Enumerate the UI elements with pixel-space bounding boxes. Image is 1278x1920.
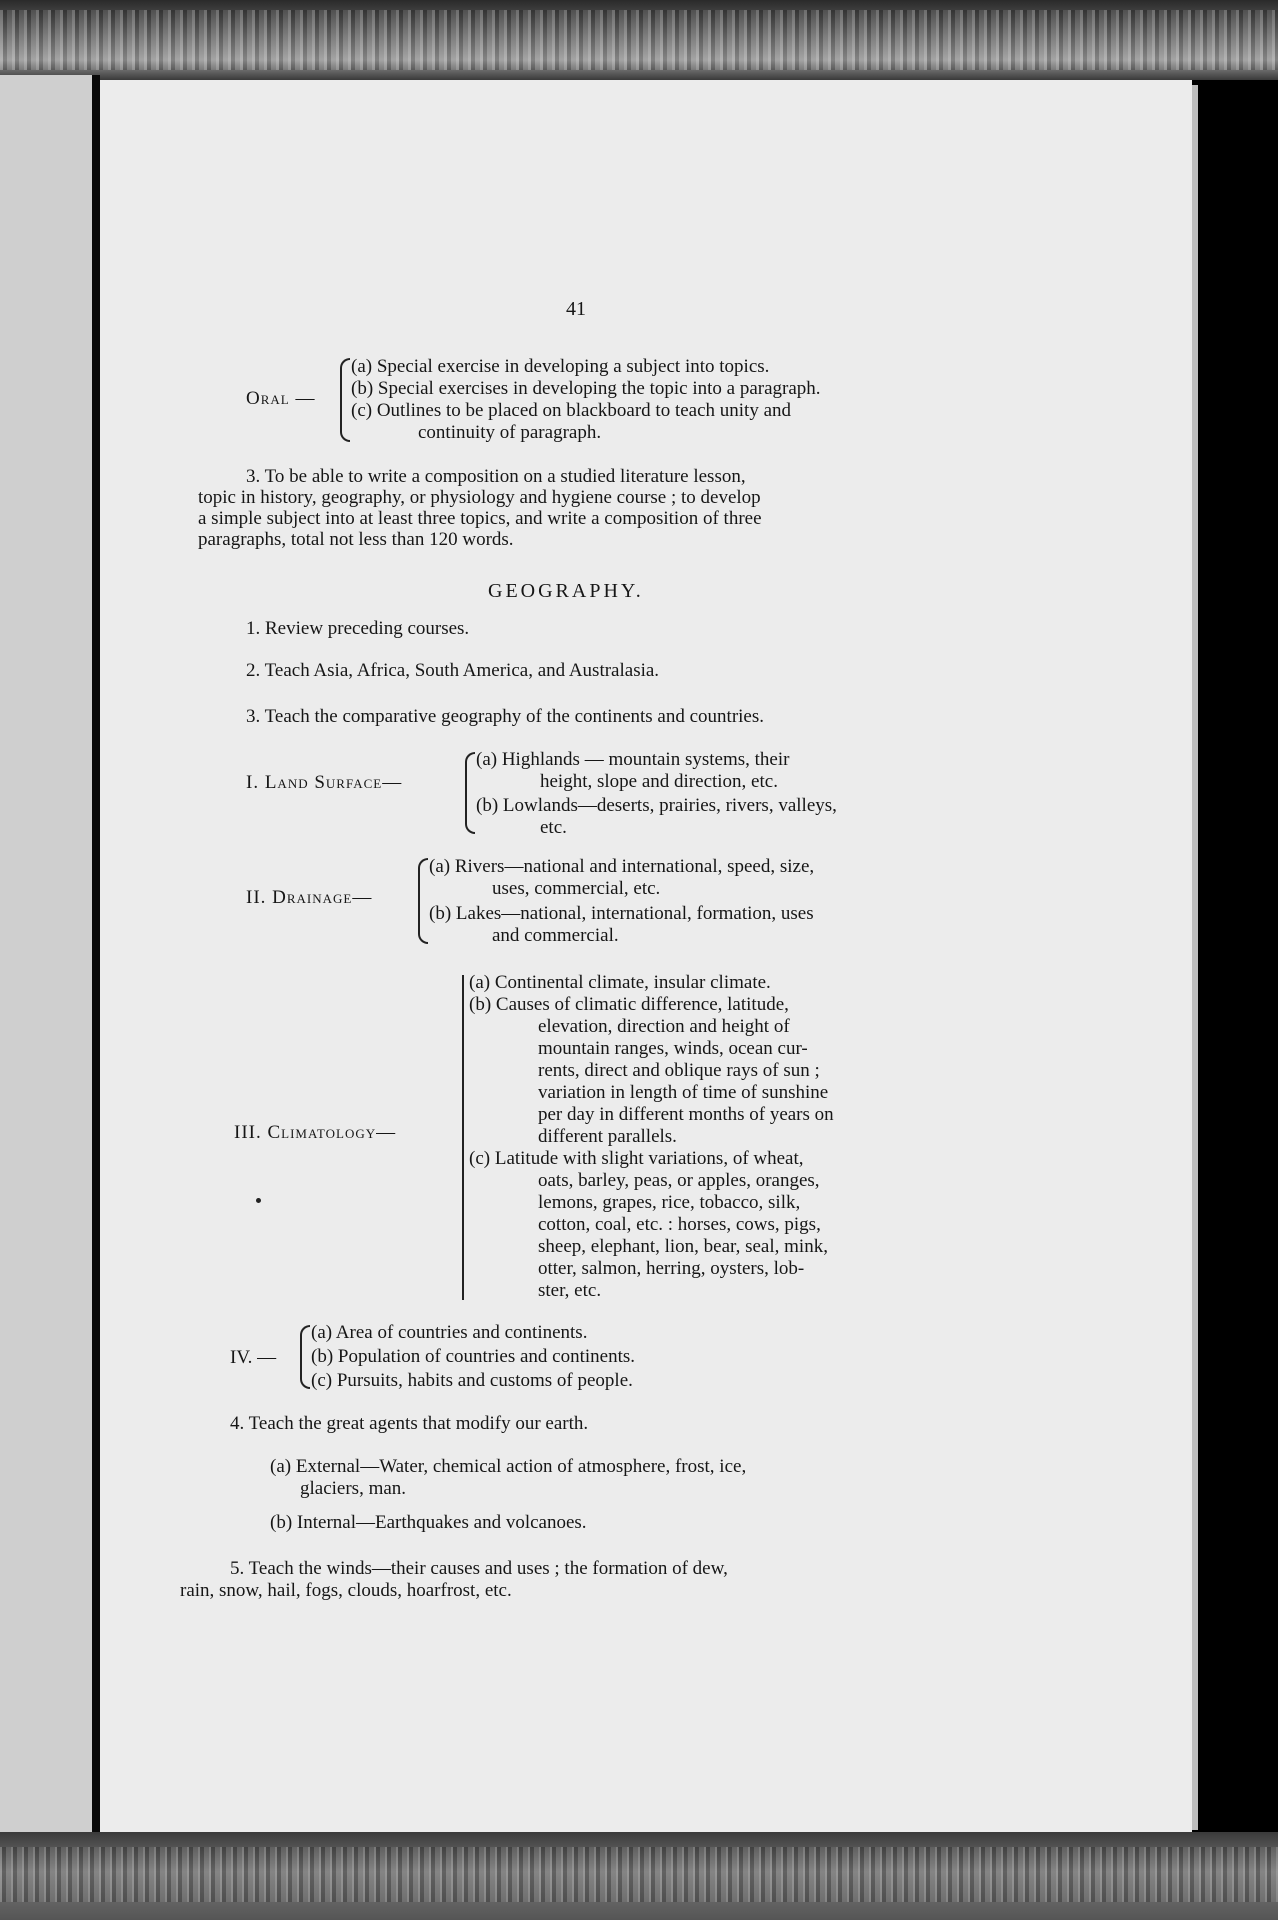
climatology-line-7: per day in different months of years on: [538, 1104, 834, 1125]
para3-line-1: 3. To be able to write a composition on a studied literature lesson,: [246, 466, 746, 487]
climatology-line-4: mountain ranges, winds, ocean cur-: [538, 1038, 808, 1059]
land-surface-brace: [465, 752, 475, 834]
climatology-line-3: elevation, direction and height of: [538, 1016, 790, 1037]
land-surface-line-4: etc.: [540, 817, 567, 838]
scan-bottom-border: [0, 1832, 1278, 1920]
iv-line-1: (a) Area of countries and continents.: [311, 1322, 588, 1343]
oral-item-c: (c) Outlines to be placed on blackboard to teach unity and: [351, 400, 792, 421]
item4-external-2: glaciers, man.: [300, 1478, 407, 1499]
oral-label: Oral —: [246, 388, 316, 409]
land-surface-line-3: (b) Lowlands—deserts, prairies, rivers, valleys,: [476, 795, 837, 816]
iv-line-2: (b) Population of countries and continents.: [311, 1346, 635, 1367]
iv-label: IV. —: [230, 1347, 277, 1368]
list-item-1: 1. Review preceding courses.: [246, 618, 470, 639]
page-edge: [1192, 85, 1198, 1830]
oral-item-c-cont: continuity of paragraph.: [418, 422, 602, 443]
climatology-line-5: rents, direct and oblique rays of sun ;: [538, 1060, 820, 1081]
drainage-line-4: and commercial.: [492, 925, 619, 946]
para3-line-4: paragraphs, total not less than 120 words.: [198, 529, 514, 550]
climatology-line-12: cotton, coal, etc. : horses, cows, pigs,: [538, 1214, 821, 1235]
drainage-brace: [418, 858, 428, 944]
iv-line-3: (c) Pursuits, habits and customs of people.: [311, 1370, 633, 1391]
climatology-line-1: (a) Continental climate, insular climate.: [469, 972, 771, 993]
list-item-3: 3. Teach the comparative geography of the continents and countries.: [246, 706, 765, 727]
para3-line-2: topic in history, geography, or physiology and hygiene course ; to develop: [198, 487, 761, 508]
climatology-line-2: (b) Causes of climatic difference, latitude,: [469, 994, 789, 1015]
item4-internal: (b) Internal—Earthquakes and volcanoes.: [270, 1512, 587, 1533]
land-surface-line-2: height, slope and direction, etc.: [540, 771, 778, 792]
land-surface-label: I. Land Surface—: [246, 772, 403, 793]
page-number: 41: [566, 298, 586, 320]
climatology-line-8: different parallels.: [538, 1126, 677, 1147]
geography-heading: GEOGRAPHY.: [488, 580, 644, 602]
drainage-line-1: (a) Rivers—national and international, speed, size,: [429, 856, 815, 877]
climatology-line-14: otter, salmon, herring, oysters, lob-: [538, 1258, 805, 1279]
climatology-line-13: sheep, elephant, lion, bear, seal, mink,: [538, 1236, 828, 1257]
climatology-label: III. Climatology—: [234, 1122, 397, 1143]
climatology-line-11: lemons, grapes, rice, tobacco, silk,: [538, 1192, 801, 1213]
para3-line-3: a simple subject into at least three topics, and write a composition of three: [198, 508, 762, 529]
iv-brace: [300, 1325, 310, 1389]
facing-page-edge: [0, 75, 92, 1840]
drainage-label: II. Drainage—: [246, 887, 373, 908]
ink-speck: [256, 1198, 261, 1203]
item5-line-1: 5. Teach the winds—their causes and uses ; the formation of dew,: [230, 1558, 728, 1579]
oral-item-a: (a) Special exercise in developing a subject into topics.: [351, 356, 770, 377]
oral-item-b: (b) Special exercises in developing the topic into a paragraph.: [351, 378, 821, 399]
climatology-line-15: ster, etc.: [538, 1280, 602, 1301]
climatology-line-10: oats, barley, peas, or apples, oranges,: [538, 1170, 820, 1191]
item5-line-2: rain, snow, hail, fogs, clouds, hoarfrost, etc.: [180, 1580, 512, 1601]
climatology-brace: [462, 975, 464, 1300]
scan-top-border: [0, 0, 1278, 80]
land-surface-line-1: (a) Highlands — mountain systems, their: [476, 749, 790, 770]
item4-external-1: (a) External—Water, chemical action of atmosphere, frost, ice,: [270, 1456, 747, 1477]
item4-text: 4. Teach the great agents that modify our earth.: [230, 1413, 589, 1434]
climatology-line-6: variation in length of time of sunshine: [538, 1082, 829, 1103]
oral-brace: [340, 358, 350, 442]
list-item-2: 2. Teach Asia, Africa, South America, and Australasia.: [246, 660, 660, 681]
drainage-line-2: uses, commercial, etc.: [492, 878, 661, 899]
book-spine: [92, 75, 100, 1840]
drainage-line-3: (b) Lakes—national, international, formation, uses: [429, 903, 814, 924]
climatology-line-9: (c) Latitude with slight variations, of wheat,: [469, 1148, 804, 1169]
